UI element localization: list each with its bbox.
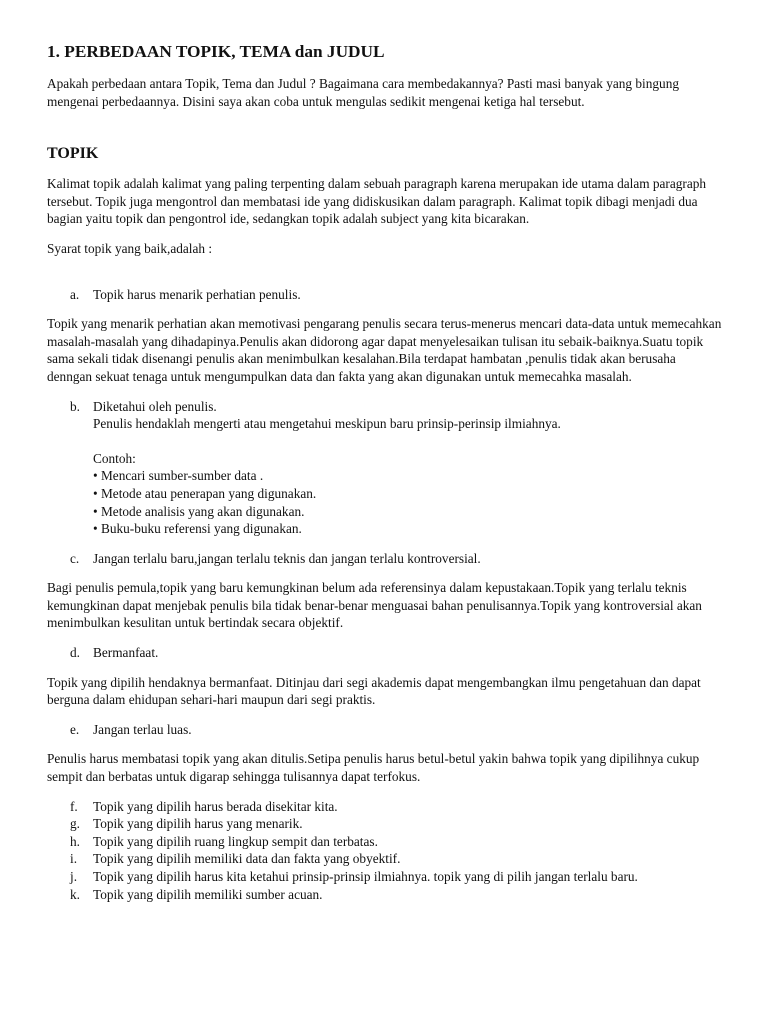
list-item-k: [47, 886, 722, 904]
contoh-item: • Mencari sumber-sumber data .: [93, 468, 264, 484]
list-item-g: [47, 815, 722, 833]
paragraph-a: Topik yang menarik perhatian akan memotivasi pengarang penulis secara terus-menerus mencari data-data untuk memecahkan masalah-masalah yang dihadapinya.Penulis akan didorong agar dapat menyelesaikan tulisan itu sebaik-baiknya.Suatu topik sama sekali tidak disenangi penulis akan menimbulkan kesalahan.Bila terdapat hambatan ,penulis tidak akan berusaha denngan sekuat tenaga untuk mengumpulkan data dan fakta yang akan digunakan untuk memecahka masalah.: [47, 316, 722, 384]
paragraph-c: Bagi penulis pemula,topik yang baru kemungkinan belum ada referensinya dalam kepustakaan.Topik yang terlalu teknis kemungkinan dapat menjebak penulis bila tidak benar-benar menguasai bahan penulisannya.Topik yang kontroversial akan menimbulkan kesulitan untuk bertindak secara objektif.: [47, 580, 702, 631]
list-item-e: [47, 721, 722, 739]
list-item-d: [47, 644, 722, 662]
document-page: [47, 40, 722, 903]
paragraph-e: Penulis harus membatasi topik yang akan ditulis.Setipa penulis harus betul-betul yakin bahwa topik yang dipilihnya cukup sempit dan berbatas untuk digarap sehingga tulisannya dapat terfokus.: [47, 751, 700, 785]
list-marker: h.: [70, 833, 80, 849]
list-item-text: Penulis hendaklah mengerti atau mengetahui meskipun baru prinsip-perinsip ilmiahnya.: [93, 416, 561, 432]
list-item-f: [47, 798, 722, 816]
list-item-text: Topik yang dipilih memiliki sumber acuan.: [93, 886, 323, 902]
list-f-to-k: [47, 798, 722, 904]
paragraph-d: Topik yang dipilih hendaknya bermanfaat. Ditinjau dari segi akademis dapat mengembangkan ilmu pengetahuan dan dapat berguna dalam ehidupan sehari-hari maupun dari segi praktis.: [47, 674, 701, 708]
intro-paragraph: Apakah perbedaan antara Topik, Tema dan Judul ? Bagaimana cara membedakannya? Pasti masi banyak yang bingung mengenai perbedaannya. Disini saya akan coba untuk mengulas sedikit mengenai ketiga hal tersebut.: [47, 76, 679, 109]
list-marker: d.: [70, 645, 80, 661]
list-item-i: [47, 850, 722, 868]
list-marker: k.: [70, 886, 80, 902]
contoh-item: • Metode atau penerapan yang digunakan.: [93, 485, 317, 501]
page-title: 1. PERBEDAAN TOPIK, TEMA dan JUDUL: [47, 42, 385, 61]
syarat-line: Syarat topik yang baik,adalah :: [47, 240, 213, 256]
list-item-text: Topik yang dipilih harus berada disekitar kita.: [93, 798, 338, 814]
list-marker: i.: [70, 851, 78, 867]
list-marker: j.: [70, 869, 78, 884]
list-marker: b.: [70, 398, 80, 414]
list-item-j: [47, 868, 722, 886]
list-item-text: Topik yang dipilih harus yang menarik.: [93, 816, 303, 832]
list-marker: c.: [70, 550, 80, 566]
list-item-text: Bermanfaat.: [93, 645, 159, 661]
list-marker: f.: [70, 798, 78, 814]
list-marker: a.: [70, 286, 80, 302]
section-heading-topik: TOPIK: [47, 145, 99, 163]
contoh-item: • Metode analisis yang akan digunakan.: [93, 503, 305, 519]
list-item-text: Topik yang dipilih ruang lingkup sempit dan terbatas.: [93, 833, 378, 849]
list-item-c: [47, 550, 722, 568]
list-item-text: Jangan terlalu baru,jangan terlalu teknis dan jangan terlalu kontroversial.: [93, 550, 481, 566]
list-marker: e.: [70, 721, 80, 737]
list-item-text: Jangan terlau luas.: [93, 721, 192, 737]
list-item-text: Topik harus menarik perhatian penulis.: [93, 286, 301, 302]
list-item-a: [47, 286, 722, 304]
contoh-item: • Buku-buku referensi yang digunakan.: [93, 521, 302, 537]
list-item-text: Topik yang dipilih harus kita ketahui prinsip-prinsip ilmiahnya. topik yang di pilih jangan terlalu baru.: [93, 869, 638, 884]
contoh-label: Contoh:: [93, 450, 136, 466]
list-item-b: [47, 398, 722, 538]
list-item-title: Diketahui oleh penulis.: [93, 398, 217, 414]
list-item-text: Topik yang dipilih memiliki data dan fakta yang obyektif.: [93, 851, 401, 867]
list-marker: g.: [70, 816, 80, 832]
list-item-h: [47, 833, 722, 851]
topik-paragraph: Kalimat topik adalah kalimat yang paling terpenting dalam sebuah paragraph karena merupakan ide utama dalam paragraph tersebut. Topik juga mengontrol dan membatasi ide yang didiskusikan dalam paragraph. Kalimat topik dibagi menjadi dua bagian yaitu topik dan pengontrol ide, sedangkan topik adalah subject yang kita bicarakan.: [47, 176, 707, 227]
